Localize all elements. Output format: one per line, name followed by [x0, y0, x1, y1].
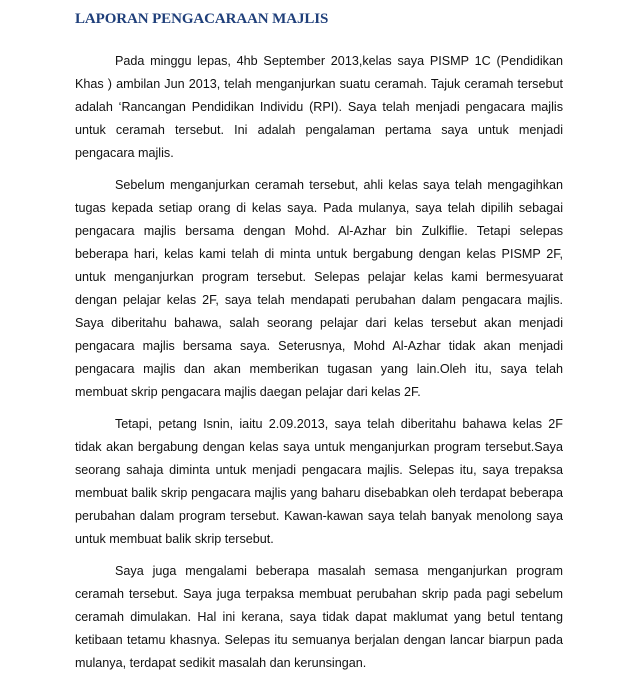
paragraph-3: Tetapi, petang Isnin, iaitu 2.09.2013, saya telah diberitahu bahawa kelas 2F tidak akan bergabung dengan kelas saya untuk menganjurkan program tersebut.Saya seorang sahaja diminta untuk menjadi pengacara majlis. Selepas itu, saya trepaksa membuat balik skrip pengacara majlis yang baharu disebabkan oleh terdapat beberapa perubahan dalam program tersebut. Kawan-kawan saya telah banyak menolong saya untuk membuat balik skrip tersebut. — [75, 417, 563, 546]
document-title: LAPORAN PENGACARAAN MAJLIS — [75, 11, 329, 27]
paragraph-1: Pada minggu lepas, 4hb September 2013,kelas saya PISMP 1C (Pendidikan Khas ) ambilan Jun 2013, telah menganjurkan suatu ceramah. Tajuk ceramah tersebut adalah ‘Rancangan Pendidikan Individu (RPI). Saya telah menjadi pengacara majlis untuk ceramah tersebut. Ini adalah pengalaman pertama saya untuk menjadi pengacara majlis. — [75, 54, 563, 160]
paragraph-4: Saya juga mengalami beberapa masalah semasa menganjurkan program ceramah tersebut. Saya juga terpaksa membuat perubahan skrip pada pagi sebelum ceramah dimulakan. Hal ini kerana, saya tidak dapat maklumat yang betul tentang ketibaan tetamu khasnya. Selepas itu semuanya berjalan dengan lancar biarpun pada mulanya, terdapat sedikit masalah dan kerunsingan. — [75, 564, 563, 670]
document-body — [75, 50, 563, 684]
paragraph-2: Sebelum menganjurkan ceramah tersebut, ahli kelas saya telah mengagihkan tugas kepada setiap orang di kelas saya. Pada mulanya, saya telah dipilih sebagai pengacara majlis bersama dengan Mohd. Al-Azhar bin Zulkiflie. Tetapi selepas beberapa hari, kelas kami telah di minta untuk bergabung dengan kelas PISMP 2F, untuk menganjurkan program tersebut. Selepas pelajar kelas kami bermesyuarat dengan pelajar kelas 2F, saya telah mendapati perubahan dalam pengacara majlis. Saya diberitahu bahawa, salah seorang pelajar dari kelas tersebut akan menjadi pengacara majlis bersama saya. Seterusnya, Mohd Al-Azhar tidak akan menjadi pengacara majlis dan akan memberikan tugasan yang lain.Oleh itu, saya telah membuat skrip pengacara majlis daegan pelajar dari kelas 2F. — [75, 178, 563, 399]
